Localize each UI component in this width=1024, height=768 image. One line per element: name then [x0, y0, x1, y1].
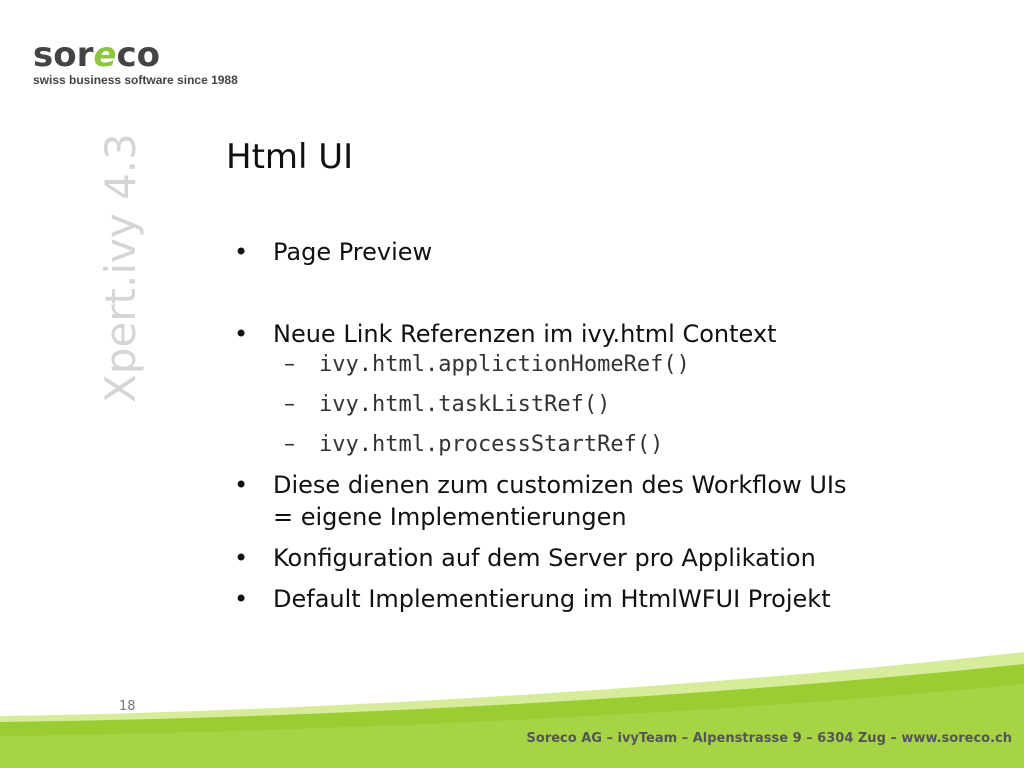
bullet-item: • Konfiguration auf dem Server pro Applikation [234, 544, 816, 572]
product-version-label: Xpert.ivy 4.3 [96, 133, 145, 403]
slide-content [230, 236, 930, 615]
sub-item: – ivy.html.applictionHomeRef() [230, 350, 930, 380]
footer-address: Soreco AG – ivyTeam – Alpenstrasse 9 – 6304 Zug – www.soreco.ch [526, 731, 1012, 746]
bullet-icon: • [234, 320, 249, 348]
bullet-item: • Default Implementierung im HtmlWFUI Projekt [234, 585, 831, 613]
sub-item: – ivy.html.processStartRef() [230, 430, 930, 460]
dash-icon: – [284, 352, 295, 377]
logo-tagline: swiss business software since 1988 [33, 73, 238, 87]
bullet-icon: • [234, 471, 249, 499]
bullet-icon: • [234, 238, 249, 266]
page-number: 18 [119, 699, 136, 714]
bullet-item: • Diese dienen zum customizen des Workflow UIs = eigene Implementierungen [234, 471, 847, 531]
footer-wave-graphic [0, 640, 1024, 768]
slide-title: Html UI [226, 137, 354, 177]
bullet-item: • Neue Link Referenzen im ivy.html Context [234, 320, 777, 348]
soreco-logo [33, 35, 238, 87]
dash-icon: – [284, 392, 295, 417]
dash-icon: – [284, 432, 295, 457]
bullet-item: • Page Preview [234, 238, 433, 266]
bullet-icon: • [234, 544, 249, 572]
bullet-icon: • [234, 585, 249, 613]
logo-wordmark: soreco [33, 35, 160, 75]
sub-item: – ivy.html.taskListRef() [230, 390, 930, 420]
